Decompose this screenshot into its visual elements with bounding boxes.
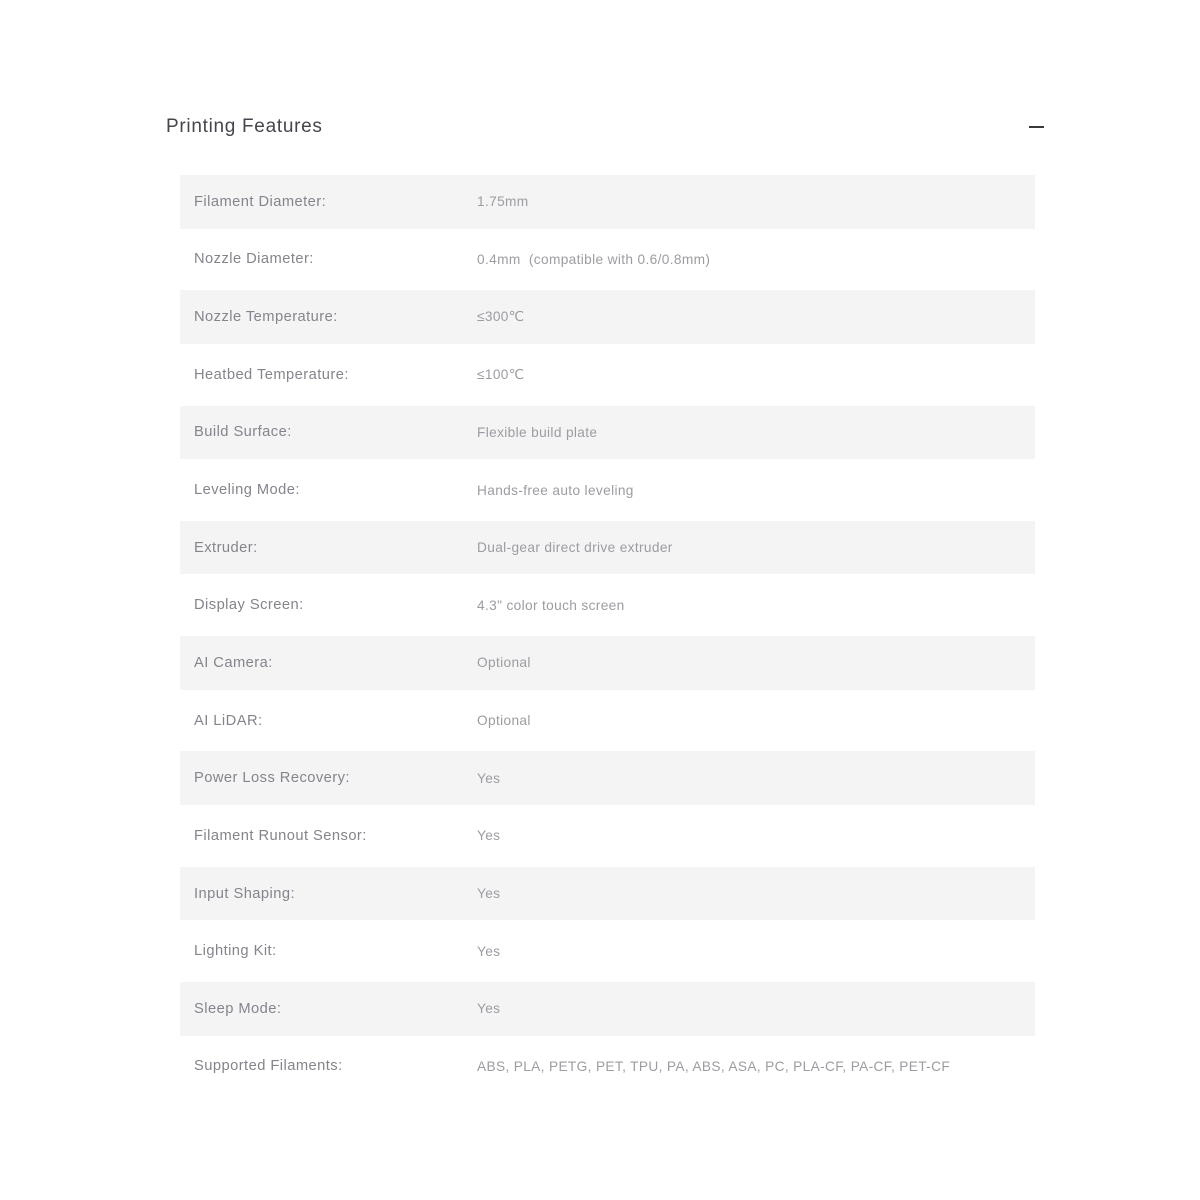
table-row xyxy=(180,922,1035,980)
spec-value: ≤100℃ xyxy=(477,366,525,382)
table-row xyxy=(180,346,1035,404)
spec-label: Extruder: xyxy=(194,539,258,556)
spec-label: Nozzle Diameter: xyxy=(194,251,314,268)
table-row xyxy=(180,461,1035,519)
spec-label: Input Shaping: xyxy=(194,885,296,902)
spec-value: Yes xyxy=(477,1001,501,1017)
spec-value: Yes xyxy=(477,886,501,901)
spec-label: Sleep Mode: xyxy=(194,1000,282,1017)
spec-label: Power Loss Recovery: xyxy=(194,770,350,787)
table-row xyxy=(180,288,1035,346)
spec-label: Lighting Kit: xyxy=(194,943,277,960)
section-header xyxy=(166,113,1044,141)
table-row xyxy=(180,231,1035,289)
spec-value: Yes xyxy=(477,770,501,786)
spec-label: Build Surface: xyxy=(194,424,292,441)
spec-label: AI Camera: xyxy=(194,654,273,671)
collapse-section-button[interactable] xyxy=(1029,120,1044,134)
spec-value: ≤300℃ xyxy=(477,309,525,325)
spec-table xyxy=(180,173,1035,1095)
table-row xyxy=(180,692,1035,750)
table-row xyxy=(180,749,1035,807)
table-row xyxy=(180,980,1035,1038)
table-row xyxy=(180,1038,1035,1096)
spec-label: Display Screen: xyxy=(194,597,304,614)
spec-label: Nozzle Temperature: xyxy=(194,309,338,326)
spec-value: 1.75mm xyxy=(477,194,529,210)
spec-value: Yes xyxy=(477,943,501,959)
spec-value: Yes xyxy=(477,828,501,844)
spec-value: 4.3" color touch screen xyxy=(477,597,625,613)
table-row xyxy=(180,519,1035,577)
table-row xyxy=(180,173,1035,231)
spec-value: ABS, PLA, PETG, PET, TPU, PA, ABS, ASA, PC, PLA-CF, PA-CF, PET-CF xyxy=(477,1058,951,1074)
spec-value: Optional xyxy=(477,713,531,729)
table-row xyxy=(180,807,1035,865)
table-row xyxy=(180,576,1035,634)
spec-value: Dual-gear direct drive extruder xyxy=(477,540,673,556)
table-row xyxy=(180,865,1035,923)
spec-value: Optional xyxy=(477,655,531,671)
spec-label: Supported Filaments: xyxy=(194,1058,343,1075)
spec-label: Filament Diameter: xyxy=(194,193,327,210)
spec-value: Flexible build plate xyxy=(477,424,598,440)
minus-icon xyxy=(1029,126,1044,128)
section-title: Printing Features xyxy=(166,116,323,137)
spec-label: Heatbed Temperature: xyxy=(194,366,349,383)
spec-label: Leveling Mode: xyxy=(194,482,300,499)
table-row xyxy=(180,404,1035,462)
spec-value: Hands-free auto leveling xyxy=(477,482,634,498)
spec-value: 0.4mm (compatible with 0.6/0.8mm) xyxy=(477,251,711,267)
table-row xyxy=(180,634,1035,692)
spec-label: Filament Runout Sensor: xyxy=(194,827,367,844)
spec-label: AI LiDAR: xyxy=(194,712,263,729)
